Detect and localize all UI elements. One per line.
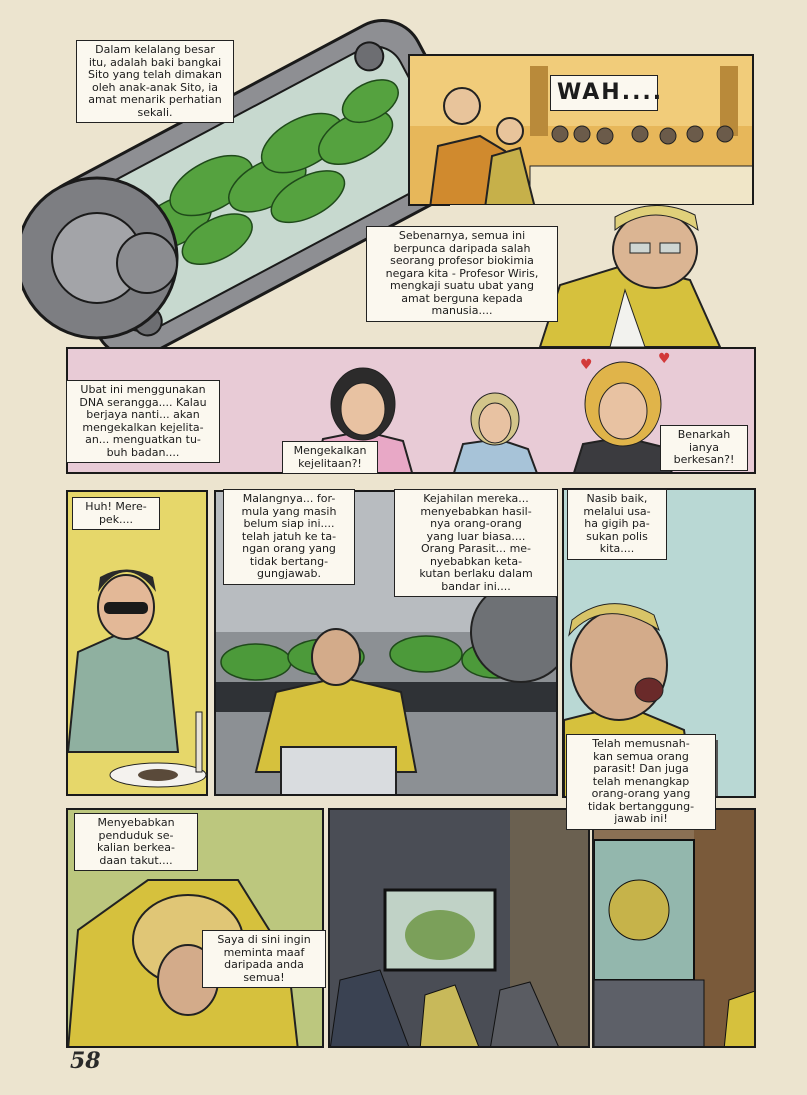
- panel-8-caption-top: Menyebabkan penduduk se- kalian berkea- daan takut....: [74, 813, 198, 871]
- panel-1-caption: Dalam kelalang besar itu, adalah baki bangkai Sito yang telah dimakan oleh anak-anak Sito, ia amat menarik perhatian sekali.: [76, 40, 234, 123]
- panel-9-city-screen: [328, 808, 590, 1048]
- panel-7-caption-top: Nasib baik, melalui usa- ha gigih pa- sukan polis kita....: [567, 489, 667, 560]
- svg-text:♥: ♥: [658, 351, 671, 367]
- panel-4-balloon-left: Mengekalkan kejelitaan?!: [282, 441, 378, 474]
- panel-8-caption-bottom: Saya di sini ingin meminta maaf daripada anda semua!: [202, 930, 326, 988]
- panel-5-masked-man: [66, 490, 208, 796]
- panel-4-caption: Ubat ini menggunakan DNA serangga.... Kalau berjaya nanti... akan mengekalkan kejelita- an... menguatkan tu- buh badan....: [66, 380, 220, 463]
- svg-text:♥: ♥: [580, 357, 593, 373]
- panel-10-building-screen: [592, 808, 756, 1048]
- panel-3-caption: Sebenarnya, semua ini berpunca daripada salah seorang profesor biokimia negara kita - Profesor Wiris, mengkaji suatu ubat yang amat berguna kepada manusia....: [366, 226, 558, 322]
- page-number: 58: [70, 1048, 101, 1074]
- panel-2-exclamation: WAH....: [550, 75, 658, 111]
- panel-4-balloon-right: Benarkah ianya berkesan?!: [660, 425, 748, 471]
- panel-6-caption-right: Kejahilan mereka... menyebabkan hasil- nya orang-orang yang luar biasa.... Orang Parasit... me- nyebabkan keta- kutan berlaku dalam bandar ini....: [394, 489, 558, 597]
- panel-7-caption-bottom: Telah memusnah- kan semua orang parasit! Dan juga telah menangkap orang-orang yang tidak bertanggung- jawab ini!: [566, 734, 716, 830]
- panel-6-caption-left: Malangnya... for- mula yang masih belum siap ini.... telah jatuh ke ta- ngan orang yang tidak bertang- gungjawab.: [223, 489, 355, 585]
- panel-5-caption: Huh! Mere- pek....: [72, 497, 160, 530]
